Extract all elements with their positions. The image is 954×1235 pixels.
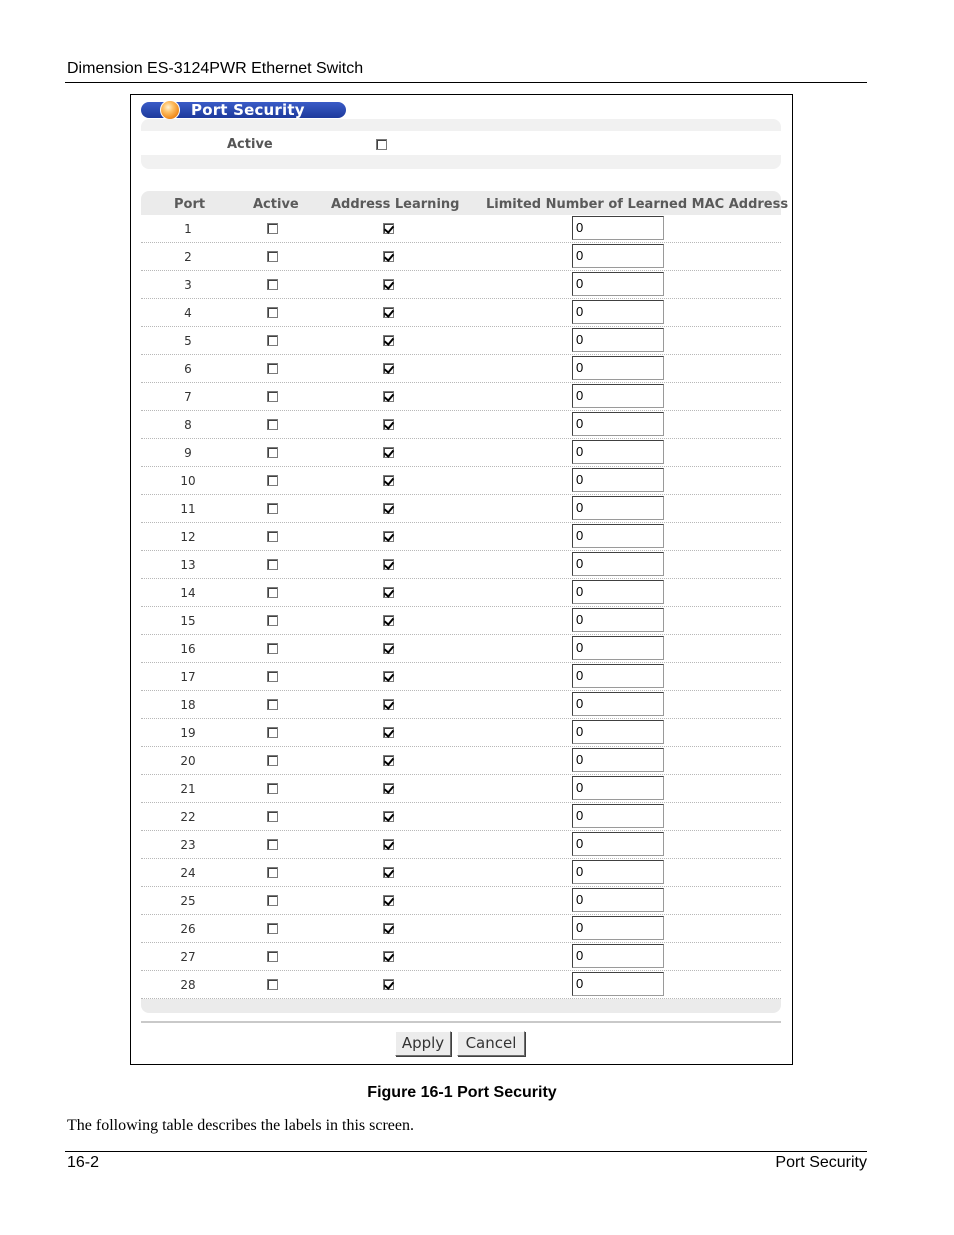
port-number: 10 [180, 474, 196, 488]
address-learning-checkbox[interactable] [383, 335, 394, 346]
port-active-checkbox[interactable] [267, 923, 278, 934]
address-learning-checkbox[interactable] [383, 363, 394, 374]
port-number: 18 [180, 698, 196, 712]
port-active-checkbox[interactable] [267, 475, 278, 486]
port-number: 13 [180, 558, 196, 572]
port-number: 3 [184, 278, 192, 292]
table-row [141, 495, 781, 523]
mac-limit-input[interactable]: 0 [572, 440, 664, 464]
mac-limit-input[interactable]: 0 [572, 748, 664, 772]
mac-limit-input[interactable]: 0 [572, 384, 664, 408]
table-row [141, 635, 781, 663]
table-row [141, 971, 781, 999]
port-number: 20 [180, 754, 196, 768]
column-header-port: Port [174, 197, 206, 212]
table-row [141, 887, 781, 915]
address-learning-checkbox[interactable] [383, 503, 394, 514]
table-row [141, 747, 781, 775]
address-learning-checkbox[interactable] [383, 307, 394, 318]
address-learning-checkbox[interactable] [383, 783, 394, 794]
port-active-checkbox[interactable] [267, 447, 278, 458]
address-learning-checkbox[interactable] [383, 951, 394, 962]
port-active-checkbox[interactable] [267, 839, 278, 850]
address-learning-checkbox[interactable] [383, 251, 394, 262]
mac-limit-input[interactable]: 0 [572, 356, 664, 380]
port-active-checkbox[interactable] [267, 531, 278, 542]
chapter-title: Port Security [775, 1154, 867, 1171]
port-active-checkbox[interactable] [267, 727, 278, 738]
port-active-checkbox[interactable] [267, 559, 278, 570]
address-learning-checkbox[interactable] [383, 727, 394, 738]
mac-limit-input[interactable]: 0 [572, 244, 664, 268]
port-active-checkbox[interactable] [267, 895, 278, 906]
port-number: 11 [180, 502, 196, 516]
port-active-checkbox[interactable] [267, 363, 278, 374]
port-number: 23 [180, 838, 196, 852]
cancel-button[interactable]: Cancel [457, 1031, 525, 1056]
port-number: 4 [184, 306, 192, 320]
mac-limit-input[interactable]: 0 [572, 692, 664, 716]
mac-limit-input[interactable]: 0 [572, 300, 664, 324]
port-number: 12 [180, 530, 196, 544]
column-header-address-learning: Address Learning [331, 197, 460, 212]
table-row [141, 467, 781, 495]
port-active-checkbox[interactable] [267, 643, 278, 654]
table-row [141, 691, 781, 719]
mac-limit-input[interactable]: 0 [572, 552, 664, 576]
table-row [141, 523, 781, 551]
table-row [141, 299, 781, 327]
address-learning-checkbox[interactable] [383, 223, 394, 234]
mac-limit-input[interactable]: 0 [572, 496, 664, 520]
table-row [141, 551, 781, 579]
port-number: 1 [184, 222, 192, 236]
orb-icon [160, 100, 180, 120]
port-number: 26 [180, 922, 196, 936]
table-row [141, 831, 781, 859]
port-number: 28 [180, 978, 196, 992]
column-header-active: Active [253, 197, 299, 212]
mac-limit-input[interactable]: 0 [572, 776, 664, 800]
address-learning-checkbox[interactable] [383, 923, 394, 934]
apply-button[interactable]: Apply [395, 1031, 451, 1056]
mac-limit-input[interactable]: 0 [572, 916, 664, 940]
address-learning-checkbox[interactable] [383, 699, 394, 710]
address-learning-checkbox[interactable] [383, 531, 394, 542]
port-number: 16 [180, 642, 196, 656]
port-active-checkbox[interactable] [267, 783, 278, 794]
mac-limit-input[interactable]: 0 [572, 524, 664, 548]
mac-limit-input[interactable]: 0 [572, 720, 664, 744]
address-learning-checkbox[interactable] [383, 419, 394, 430]
port-number: 8 [184, 418, 192, 432]
port-number: 14 [180, 586, 196, 600]
address-learning-checkbox[interactable] [383, 279, 394, 290]
table-row [141, 439, 781, 467]
mac-limit-input[interactable]: 0 [572, 832, 664, 856]
address-learning-checkbox[interactable] [383, 839, 394, 850]
mac-limit-input[interactable]: 0 [572, 272, 664, 296]
mac-limit-input[interactable]: 0 [572, 944, 664, 968]
port-number: 2 [184, 250, 192, 264]
document-header: Dimension ES-3124PWR Ethernet Switch [67, 60, 364, 77]
mac-limit-input[interactable]: 0 [572, 328, 664, 352]
table-row [141, 859, 781, 887]
port-active-checkbox[interactable] [267, 419, 278, 430]
address-learning-checkbox[interactable] [383, 811, 394, 822]
table-row [141, 663, 781, 691]
port-number: 19 [180, 726, 196, 740]
screenshot-frame [130, 94, 793, 1065]
mac-limit-input[interactable]: 0 [572, 804, 664, 828]
port-active-checkbox[interactable] [267, 699, 278, 710]
port-number: 22 [180, 810, 196, 824]
port-number: 24 [180, 866, 196, 880]
address-learning-checkbox[interactable] [383, 447, 394, 458]
port-active-checkbox[interactable] [267, 279, 278, 290]
address-learning-checkbox[interactable] [383, 643, 394, 654]
port-number: 9 [184, 446, 192, 460]
table-row [141, 915, 781, 943]
mac-limit-input[interactable]: 0 [572, 664, 664, 688]
footer-rule [65, 1151, 867, 1152]
address-learning-checkbox[interactable] [383, 671, 394, 682]
table-row [141, 383, 781, 411]
page-number: 16-2 [67, 1154, 100, 1171]
mac-limit-input[interactable]: 0 [572, 412, 664, 436]
table-row [141, 271, 781, 299]
table-row [141, 411, 781, 439]
port-number: 17 [180, 670, 196, 684]
button-divider [141, 1021, 781, 1023]
port-number: 25 [180, 894, 196, 908]
port-active-checkbox[interactable] [267, 587, 278, 598]
port-active-checkbox[interactable] [267, 391, 278, 402]
port-active-checkbox[interactable] [267, 335, 278, 346]
port-active-checkbox[interactable] [267, 867, 278, 878]
port-number: 15 [180, 614, 196, 628]
table-row [141, 607, 781, 635]
address-learning-checkbox[interactable] [383, 615, 394, 626]
address-learning-checkbox[interactable] [383, 755, 394, 766]
title-bar [141, 102, 346, 118]
mac-limit-input[interactable]: 0 [572, 608, 664, 632]
address-learning-checkbox[interactable] [383, 587, 394, 598]
port-number: 21 [180, 782, 196, 796]
table-row [141, 355, 781, 383]
table-row [141, 327, 781, 355]
mac-limit-input[interactable]: 0 [572, 636, 664, 660]
port-active-checkbox[interactable] [267, 811, 278, 822]
address-learning-checkbox[interactable] [383, 979, 394, 990]
table-row [141, 775, 781, 803]
screen-title: Port Security [191, 101, 305, 119]
address-learning-checkbox[interactable] [383, 391, 394, 402]
port-active-checkbox[interactable] [267, 951, 278, 962]
global-active-checkbox[interactable] [376, 139, 387, 150]
table-row [141, 243, 781, 271]
mac-limit-input[interactable]: 0 [572, 468, 664, 492]
table-row [141, 803, 781, 831]
table-row [141, 215, 781, 243]
port-active-checkbox[interactable] [267, 223, 278, 234]
port-active-checkbox[interactable] [267, 671, 278, 682]
port-number: 5 [184, 334, 192, 348]
port-number: 27 [180, 950, 196, 964]
mac-limit-input[interactable]: 0 [572, 972, 664, 996]
figure-caption: Figure 16-1 Port Security [367, 1084, 557, 1101]
port-number: 7 [184, 390, 192, 404]
port-active-checkbox[interactable] [267, 307, 278, 318]
mac-limit-input[interactable]: 0 [572, 216, 664, 240]
table-row [141, 719, 781, 747]
header-rule [65, 82, 867, 83]
address-learning-checkbox[interactable] [383, 559, 394, 570]
address-learning-checkbox[interactable] [383, 867, 394, 878]
port-active-checkbox[interactable] [267, 503, 278, 514]
mac-limit-input[interactable]: 0 [572, 888, 664, 912]
port-active-checkbox[interactable] [267, 251, 278, 262]
table-row [141, 943, 781, 971]
port-active-checkbox[interactable] [267, 979, 278, 990]
port-active-checkbox[interactable] [267, 755, 278, 766]
column-header-limit: Limited Number of Learned MAC Address [486, 197, 789, 212]
address-learning-checkbox[interactable] [383, 475, 394, 486]
mac-limit-input[interactable]: 0 [572, 860, 664, 884]
port-number: 6 [184, 362, 192, 376]
address-learning-checkbox[interactable] [383, 895, 394, 906]
body-text: The following table describes the labels in this screen. [67, 1117, 415, 1134]
port-active-checkbox[interactable] [267, 615, 278, 626]
mac-limit-input[interactable]: 0 [572, 580, 664, 604]
global-active-label: Active [227, 137, 273, 152]
table-row [141, 579, 781, 607]
